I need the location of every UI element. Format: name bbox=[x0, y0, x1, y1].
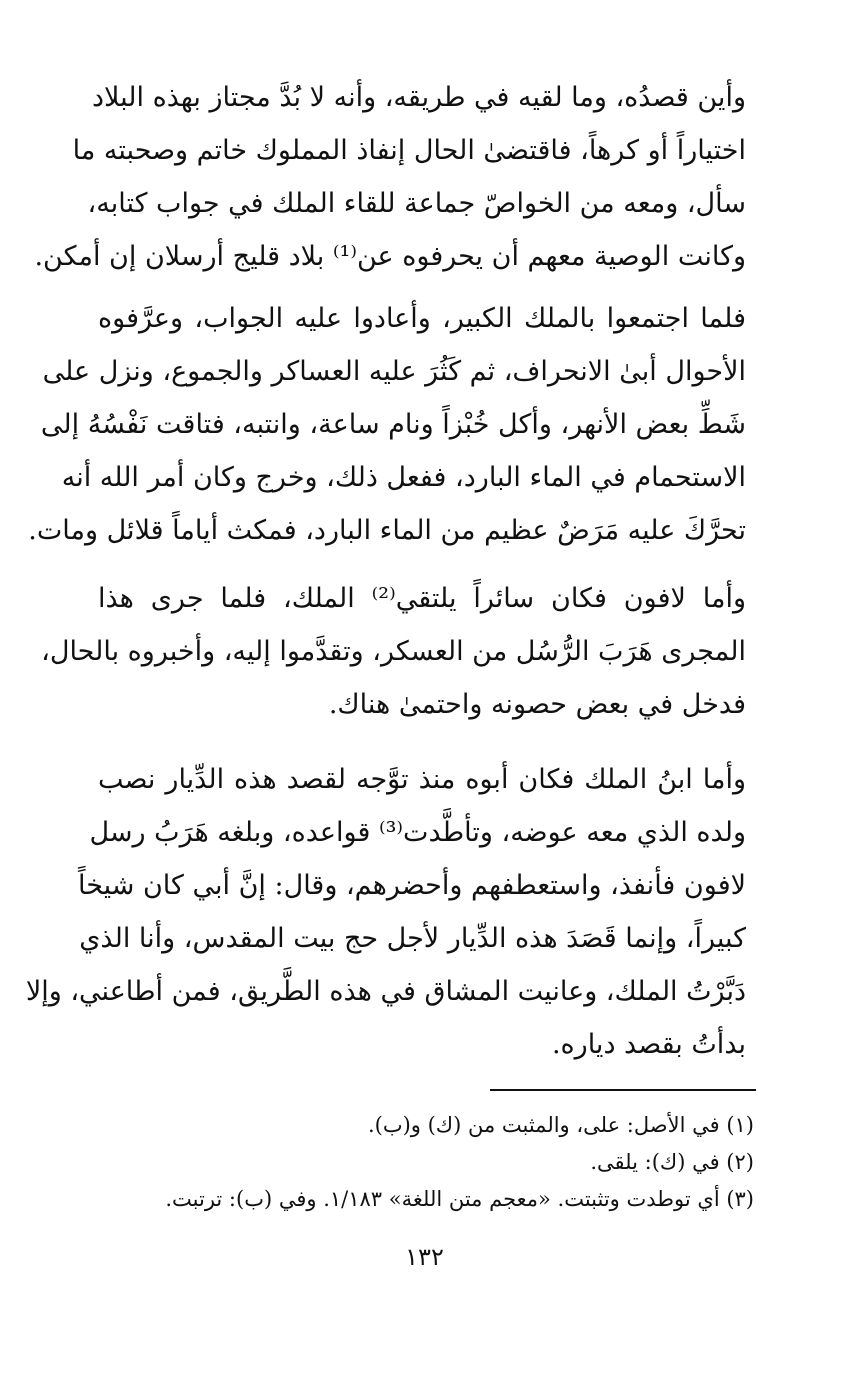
text-line: اختياراً أو كرهاً، فاقتضىٰ الحال إنفاذ المملوك خاتم وصحبته ما bbox=[72, 135, 746, 166]
text-line: سأل، ومعه من الخواصّ جماعة للقاء الملك في جواب كتابه، bbox=[87, 188, 746, 219]
footnote-1: (١) في الأصل: على، والمثبت من (ك) و(ب). bbox=[367, 1113, 754, 1137]
text-line: وأين قصدُه، وما لقيه في طريقه، وأنه لا بُدَّ مجتاز بهذه البلاد bbox=[92, 82, 746, 113]
text-line: فلما اجتمعوا بالملك الكبير، وأعادوا عليه الجواب، وعرَّفوه bbox=[98, 303, 746, 334]
footnote-3: (٣) أي توطدت وتثبتت. «معجم متن اللغة» ١/١٨٣. وفي (ب): ترتبت. bbox=[165, 1187, 754, 1211]
text-line: كبيراً، وإنما قَصَدَ هذه الدِّيار لأجل حج بيت المقدس، وأنا الذي bbox=[79, 923, 746, 954]
page-number: ١٣٢ bbox=[405, 1243, 444, 1271]
text-line: وكانت الوصية معهم أن يحرفوه عن⁽¹⁾ بلاد قليج أرسلان إن أمكن. bbox=[34, 241, 746, 272]
text-line: المجرى هَرَبَ الرُّسُل من العسكر، وتقدَّموا إليه، وأخبروه بالحال، bbox=[41, 636, 746, 667]
text-line: وأما لافون فكان سائراً يلتقي⁽²⁾ الملك، فلما جرى هذا bbox=[98, 583, 746, 614]
footnote-separator bbox=[490, 1089, 756, 1091]
text-line: الأحوال أبىٰ الانحراف، ثم كَثُرَ عليه العساكر والجموع، ونزل على bbox=[42, 356, 746, 387]
text-line: بدأتُ بقصد دياره. bbox=[551, 1029, 746, 1060]
text-line: تحرَّكَ عليه مَرَضٌ عظيم من الماء البارد، فمكث أياماً قلائل ومات. bbox=[28, 515, 746, 546]
footnote-2: (٢) في (ك): يلقى. bbox=[590, 1150, 754, 1174]
text-line: وأما ابنُ الملك فكان أبوه منذ توَّجه لقصد هذه الدِّيار نصب bbox=[98, 764, 746, 795]
text-line: لافون فأنفذ، واستعطفهم وأحضرهم، وقال: إنَّ أبي كان شيخاً bbox=[77, 870, 746, 901]
text-line: فدخل في بعض حصونه واحتمىٰ هناك. bbox=[328, 689, 746, 720]
text-line: ولده الذي معه عوضه، وتأطَّدت⁽³⁾ قواعده، وبلغه هَرَبُ رسل bbox=[89, 817, 746, 848]
text-line: الاستحمام في الماء البارد، ففعل ذلك، وخرج وكان أمر الله أنه bbox=[61, 462, 746, 493]
text-line: شَطِّ بعض الأنهر، وأكل خُبْزاً ونام ساعة، وانتبه، فتاقت نَفْسُهُ إلى bbox=[40, 409, 746, 440]
text-line: دَبَّرْتُ الملك، وعانيت المشاق في هذه الطَّريق، فمن أطاعني، وإلا bbox=[25, 976, 746, 1007]
